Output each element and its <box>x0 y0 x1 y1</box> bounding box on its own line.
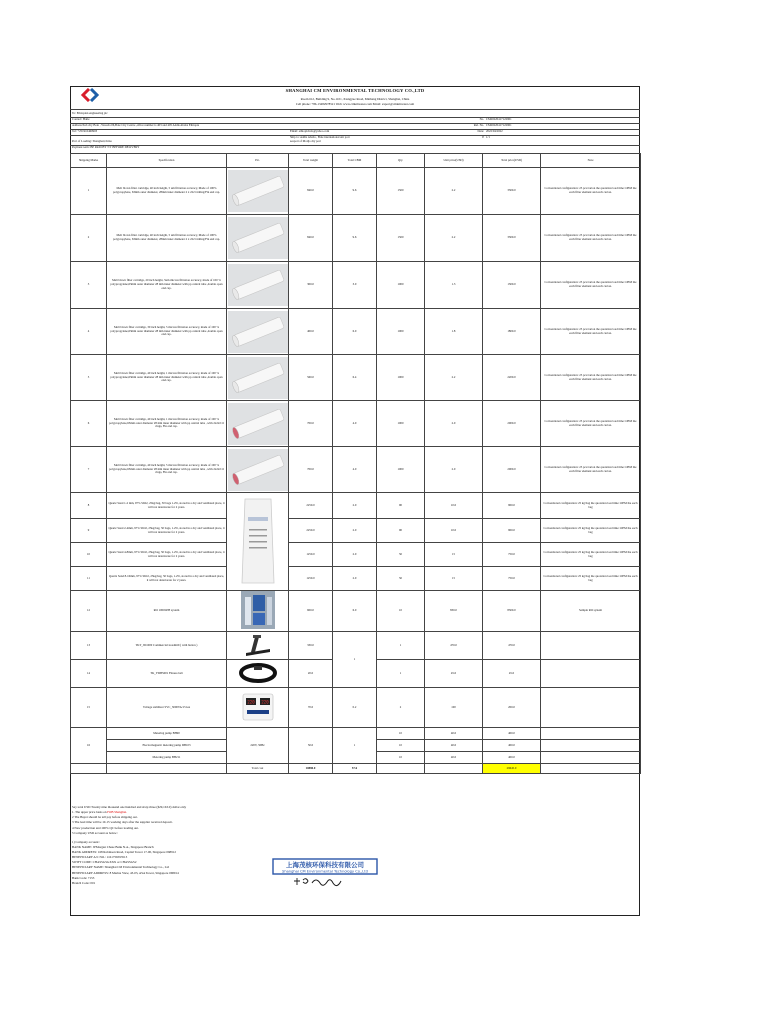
weight-cell: 840.0 <box>289 168 333 215</box>
qty-cell: 1000 <box>377 401 425 447</box>
total-price-cell: 400.0 <box>483 739 541 751</box>
cbm-cell: 2.0 <box>333 493 377 519</box>
beneficiary-account: BENEFICIARY A/C NO.: 1161756593513 <box>72 855 128 860</box>
treadmill-icon <box>243 633 273 657</box>
total-row <box>71 763 641 773</box>
specification-cell: Melt blown filter cartridge, 40 inch height, 5 um filtration accuracy, Made of 100% polypropylene, 63mm outer diameter, 28mm inner diameter 2 x 222 O-Ring/Fin end cap. <box>107 215 227 262</box>
specification-cell: Voltage stabilizer SVC_3000VA/15 kA <box>107 687 227 727</box>
info-payment: Payment term: BE PAID BY T/T BEFORE DELIVERY <box>72 145 140 149</box>
header-qty: Qty. <box>377 154 425 168</box>
pic-cell: 220V, 50Hz <box>227 727 289 763</box>
note-cell <box>541 739 641 751</box>
specification-cell: Melt blown filter cartridge, 40 inch height, 5 um filtration accuracy, Made of 100% polypropylene, 63mm outer diameter, 28mm inner diameter 2 x 222 O-Ring/Fin end cap. <box>107 168 227 215</box>
note-cell: Conventional configuration: 25 pcs/carton the quotation load time: OEM the each filter element and each carton. <box>541 262 641 309</box>
unit-price-cell: 2.2 <box>425 355 483 401</box>
specification-cell: RO 1000LPH system <box>107 591 227 631</box>
specification-cell: Melt blown filter cartridge, 40 inch height, 1 micron filtration accuracy, made of 100 % polypropylene,63mm outer diameter 28 mm inner diameter with pp central tube ,double open end cap. <box>107 355 227 401</box>
cbm-cell: 4.0 <box>333 401 377 447</box>
filter-cartridge-icon <box>228 403 288 445</box>
beneficiary-name: BENEFICIARY NAME: Shanghai CM Environmental Technology Co., Ltd <box>72 865 170 870</box>
company-contact: Cell phone: +86-13482978521 Web: www.cmkmwater.com Email: export@cmkmwater.com <box>295 102 415 106</box>
note-cell: Conventional configuration: 25 pcs/carton the quotation load time: OEM the each filter element and each carton. <box>541 401 641 447</box>
grand-total: 29645.0 <box>483 763 541 773</box>
cbm-cell: 9.6 <box>333 215 377 262</box>
unit-price-cell: 10.0 <box>425 519 483 543</box>
header-total-weight: Total weight <box>289 154 333 168</box>
table-row <box>71 355 641 401</box>
say-total: Say total USD Twenty nine thousand one hundred and sixty-three ($29,163.0) dollar only <box>72 805 187 809</box>
total-price-cell: 900.0 <box>483 519 541 543</box>
header-shipping-marks: Shipping Marks <box>71 154 107 168</box>
shipping-mark-cell: 13 <box>71 631 107 659</box>
shipping-mark-cell: 12 <box>71 591 107 631</box>
qty-cell: 1 <box>377 659 425 687</box>
company-name: SHANGHAI CM ENVIRONMENTAL TECHNOLOGY CO.,LTD <box>285 88 425 93</box>
shipping-mark-cell: 1 <box>71 168 107 215</box>
no-label: No. <box>479 117 484 121</box>
total-price-cell: 470.0 <box>483 631 541 659</box>
pic-cell <box>227 631 289 659</box>
term-1-basis: FOB Shanghai. <box>107 810 127 815</box>
unit-price-cell: 2.0 <box>425 401 483 447</box>
total-price-cell: 400.0 <box>483 727 541 739</box>
weight-cell: 20.0 <box>289 659 333 687</box>
header-pic: Pic. <box>227 154 289 168</box>
unit-price-cell: 2.2 <box>425 215 483 262</box>
info-ship-to-2: seaport of Modjo dry port <box>290 139 321 143</box>
qty-cell: 1000 <box>377 355 425 401</box>
shipping-mark-cell: 10 <box>71 543 107 567</box>
specification-cell: Quartz Sand 4-8mm, 97% SIO2, 25kg/bag, 50 bags, 1.25t, stored in a dry and ventilated place, it will not deteriorate for 2 years. <box>107 543 227 567</box>
svg-text:220: 220 <box>260 699 269 705</box>
note-cell <box>541 687 641 727</box>
page-label: P <box>482 135 484 139</box>
info-email: Email: ethioplcinfo@yahoo.com <box>290 129 330 133</box>
term-5: 5 Company USD account as below: <box>72 830 118 835</box>
filter-cartridge-icon <box>228 357 288 399</box>
table-row <box>71 631 641 659</box>
date-value: 2022/04/2022 <box>486 129 503 133</box>
cbm-cell: 4.0 <box>333 447 377 493</box>
note-cell: Conventional configuration: 25 pcs/carton the quotation load time: OEM the each filter element and each carton. <box>541 215 641 262</box>
note-cell: Conventional configuration: 25 kg/bag the quotation load time: OEM the each bag <box>541 567 641 591</box>
weight-cell: 300.0 <box>289 262 333 309</box>
divider <box>70 117 640 118</box>
weight-cell: 700.0 <box>289 447 333 493</box>
specification-cell: Metering pump BH211 <box>107 751 227 763</box>
specification-cell: Quartz Sand 8-16mm, 97% SIO2, 25kg/bag, 50 bags, 1.25t, stored in a dry and ventilated place, it will not deteriorate for 2 years. <box>107 567 227 591</box>
total-price-cell: 750.0 <box>483 543 541 567</box>
term-1: 1. The upper price basis on FOB Shanghai. <box>72 810 127 815</box>
total-price-cell: 900.0 <box>483 493 541 519</box>
weight-cell: 50.0 <box>289 727 333 763</box>
info-port-loading: Port of Loading: Shanghai,China <box>72 139 112 143</box>
table-row <box>71 215 641 262</box>
pic-cell <box>227 687 289 727</box>
pic-cell <box>227 355 289 401</box>
total-price-cell: 2000.0 <box>483 447 541 493</box>
bank-address: BANK ADDRESS: 168 Robinson Road, Capital Tower 17-00, Singapore 068912 <box>72 850 176 854</box>
note-cell <box>541 659 641 687</box>
specification-cell: TK_YDBS001 Fitness belt <box>107 659 227 687</box>
header-total-price: Total price(USD) <box>483 154 541 168</box>
header-unit-price: Unit price(USD) <box>425 154 483 168</box>
table-header-row <box>71 154 641 168</box>
note-cell: Conventional configuration: 25 pcs/carton the quotation load time: OEM the each filter element and each carton. <box>541 309 641 355</box>
info-address: Address:Sub city Bole , Woreda 06,Bole City Centre ,office number is 403 and 405 Addis Ababa Ethiopia <box>72 123 200 127</box>
total-price-cell: 2000.0 <box>483 401 541 447</box>
term-3: 3 The lead time will be 10-15 working days after the supplier received deposit. <box>72 820 173 825</box>
filter-cartridge-icon <box>228 311 288 353</box>
note-cell <box>541 631 641 659</box>
table-row <box>71 727 641 739</box>
shipping-mark-cell: 2 <box>71 215 107 262</box>
total-price-cell: 3300.0 <box>483 168 541 215</box>
qty-cell: 10 <box>377 727 425 739</box>
qty-cell: 1000 <box>377 262 425 309</box>
weight-cell: 700.0 <box>289 401 333 447</box>
info-ship-to: Ship to: Addis Ababa , Bole international Air port <box>290 135 350 139</box>
cbm-cell: 9.6 <box>333 168 377 215</box>
unit-price-cell: 40.0 <box>425 751 483 763</box>
pic-cell <box>227 309 289 355</box>
total-weight: 10880.0 <box>289 763 333 773</box>
note-cell: Sample RO system <box>541 591 641 631</box>
specification-cell: Metering pump BH90 <box>107 727 227 739</box>
unit-price-cell: 15 <box>425 543 483 567</box>
info-to: To: Ethiopian engineering plc <box>72 111 108 115</box>
divider <box>70 129 640 130</box>
pic-cell <box>227 168 289 215</box>
qty-cell: 1000 <box>377 309 425 355</box>
weight-cell: 400.0 <box>289 309 333 355</box>
cbm-cell: 0.2 <box>333 687 377 727</box>
ro-system-icon <box>241 591 275 629</box>
beneficiary-address: BENEFICIARY ADDRESS: 8 Marina View, 43-03, ASA Tower, Singapore 068914 <box>72 870 179 875</box>
qty-cell: 10 <box>377 739 425 751</box>
info-contact: Contact: Haile <box>72 117 90 121</box>
swift-code: SWIFT CODE: CHASSGSGXXX or CHASSGS2 <box>72 860 137 865</box>
table-row <box>71 687 641 727</box>
cbm-cell: 6.0 <box>333 591 377 631</box>
no-value: CM20220417122901 <box>486 117 512 121</box>
bank-name: BANK NAME: JPMorgan Chase Bank N.A., Singapore Branch <box>72 844 154 849</box>
total-cbm: 57.6 <box>333 763 377 773</box>
shipping-mark-cell: 6 <box>71 401 107 447</box>
weight-cell: 2250.0 <box>289 519 333 543</box>
unit-price-cell: 15 <box>425 567 483 591</box>
table-row <box>71 262 641 309</box>
cbm-cell: 2.0 <box>333 567 377 591</box>
page-value: 1/1 <box>486 135 490 139</box>
qty-cell: 1 <box>377 631 425 659</box>
pic-cell <box>227 401 289 447</box>
account-title: 1) Company account : <box>72 839 101 844</box>
weight-cell: 2250.0 <box>289 493 333 519</box>
pic-cell <box>227 215 289 262</box>
filter-cartridge-icon <box>228 217 288 259</box>
unit-price-cell: 2.2 <box>425 168 483 215</box>
pic-cell <box>227 659 289 687</box>
stamp-subtext: Shanghai CM Environmental Technology Co.,Ltd <box>282 869 368 874</box>
weight-cell: 1250.0 <box>289 543 333 567</box>
quartz-sand-bag-icon <box>239 493 277 589</box>
cbm-cell: 3.0 <box>333 262 377 309</box>
info-tel: Tel: +251910460903 <box>72 129 98 133</box>
company-stamp-icon <box>272 858 378 892</box>
table-row <box>71 493 641 519</box>
table-row <box>71 309 641 355</box>
voltage-stabilizer-icon <box>241 690 275 724</box>
total-price-cell: 8300.0 <box>483 591 541 631</box>
total-price-cell: 3300.0 <box>483 215 541 262</box>
quotation-table <box>70 153 641 774</box>
cbm-cell: 1 <box>333 631 377 687</box>
cbm-cell: 6.4 <box>333 355 377 401</box>
total-price-cell: 2200.0 <box>483 355 541 401</box>
filter-cartridge-icon <box>228 264 288 306</box>
qty-cell: 50 <box>377 567 425 591</box>
shipping-mark-cell: 7 <box>71 447 107 493</box>
ref-value: CM20220417122901 <box>486 123 512 127</box>
pic-cell <box>227 262 289 309</box>
specification-cell: Quartz Sand 2-4mm, 97% SIO2, 25kg/bag, 50 bags, 1.25t, stored in a dry and ventilated place, it will not deteriorate for 2 years. <box>107 519 227 543</box>
cbm-cell: 2.0 <box>333 543 377 567</box>
weight-cell: 1250.0 <box>289 567 333 591</box>
specification-cell: Melt blown filter cartridge, 30 inch height, 5 micron filtration accuracy, made of 100 % polypropylene,63mm outer diameter 28 mm inner diameter with pp central tube ,double open end cap. <box>107 309 227 355</box>
shipping-mark-cell: 3 <box>71 262 107 309</box>
qty-cell: 1000 <box>377 447 425 493</box>
header-specification: Specification <box>107 154 227 168</box>
header-note: Note <box>541 154 641 168</box>
qty-cell: 90 <box>377 493 425 519</box>
total-price-cell: 45.0 <box>483 659 541 687</box>
qty-cell: 1500 <box>377 168 425 215</box>
shipping-mark-cell: 4 <box>71 309 107 355</box>
note-cell: Conventional configuration: 25 kg/bag the quotation load time: OEM the each bag <box>541 543 641 567</box>
branch-code: Branch Code: 001 <box>72 880 96 885</box>
term-2: 2 The Buyer should be tell pay before shipping out. <box>72 815 138 820</box>
total-price-cell: 1300.0 <box>483 262 541 309</box>
filter-cartridge-icon <box>228 170 288 212</box>
table-row <box>71 168 641 215</box>
unit-price-cell: 1.3 <box>425 262 483 309</box>
qty-cell: 50 <box>377 543 425 567</box>
fitness-belt-icon <box>239 662 277 684</box>
term-4: 4 New production and 100% QC before loading out. <box>72 825 139 830</box>
table-row <box>71 519 641 543</box>
shipping-mark-cell: 14 <box>71 659 107 687</box>
note-cell <box>541 751 641 763</box>
company-address: Room 612, Building 9, No.1101, Xiangyue Road, Minhang District, Shanghai, China <box>300 97 410 101</box>
pic-cell <box>227 591 289 631</box>
note-cell: Conventional configuration: 25 pcs/carton the quotation load time: OEM the each filter element and each carton. <box>541 447 641 493</box>
svg-text:220: 220 <box>246 699 255 705</box>
unit-price-cell: 830.0 <box>425 591 483 631</box>
specification-cell: Melt blown filter cartridge, 20 inch height, 5um micron filtration accuracy, made of 100 % polypropylene,63mm outer diameter 28 mm inner diameter with pp central tube ,double open end cap. <box>107 262 227 309</box>
weight-cell: 560.0 <box>289 355 333 401</box>
note-cell <box>541 727 641 739</box>
unit-price-cell: 100 <box>425 687 483 727</box>
weight-cell: 70.0 <box>289 687 333 727</box>
qty-cell: 90 <box>377 519 425 543</box>
specification-cell: Electromagnetic metering pump DB103 <box>107 739 227 751</box>
specification-cell: Quartz Sand 1-2 mm, 97% SIO2, 25kg/bag, 50 bags 1.25t, stored in a dry and ventilated place, it will not deteriorate for 2 years. <box>107 493 227 519</box>
date-label: Date: <box>477 129 484 133</box>
shipping-mark-cell: 11 <box>71 567 107 591</box>
qty-cell: 2 <box>377 687 425 727</box>
filter-cartridge-icon <box>228 449 288 491</box>
total-price-cell: 1800.0 <box>483 309 541 355</box>
shipping-mark-cell: 5 <box>71 355 107 401</box>
cbm-cell: 1 <box>333 727 377 763</box>
cbm-cell: 2.0 <box>333 519 377 543</box>
specification-cell: Melt blown filter cartridge, 40 inch height, 5 micron filtration accuracy, made of 100 % polypropylene,63mm outer diameter 28 mm inner diameter with pp central tube , with 2x222 O rings, Fin end cap. <box>107 447 227 493</box>
unit-price-cell: 45.0 <box>425 659 483 687</box>
qty-cell: 1500 <box>377 215 425 262</box>
pic-cell <box>227 447 289 493</box>
pic-cell <box>227 493 289 591</box>
note-cell: Conventional configuration: 25 kg/bag the quotation load time: OEM the each bag <box>541 493 641 519</box>
unit-price-cell: 40.0 <box>425 739 483 751</box>
qty-cell: 10 <box>377 591 425 631</box>
total-label: Total cost <box>227 763 289 773</box>
shipping-mark-cell: 9 <box>71 519 107 543</box>
unit-price-cell: 40.0 <box>425 727 483 739</box>
table-row <box>71 543 641 567</box>
header-total-cbm: Total CBM <box>333 154 377 168</box>
divider <box>70 109 640 110</box>
weight-cell: 330.0 <box>289 631 333 659</box>
shipping-mark-cell: 8 <box>71 493 107 519</box>
specification-cell: TKT_JD1000 Commercial treadmill ( with button ) <box>107 631 227 659</box>
unit-price-cell: 10.0 <box>425 493 483 519</box>
shipping-mark-cell: 15 <box>71 687 107 727</box>
note-cell: Conventional configuration: 25 kg/bag the quotation load time: OEM the each bag <box>541 519 641 543</box>
ref-label: Ref. No. <box>473 123 484 127</box>
note-cell: Conventional configuration: 25 pcs/carton the quotation load time: OEM the each filter element and each carton. <box>541 355 641 401</box>
unit-price-cell: 1.8 <box>425 309 483 355</box>
specification-cell: Melt blown filter cartridge, 40 inch height, 1 micron filtration accuracy, made of 100 % polypropylene,63mm outer diameter 28 mm inner diameter with pp central tube , with 2x222 O rings, Fin end cap. <box>107 401 227 447</box>
note-cell: Conventional configuration: 25 pcs/carton the quotation load time: OEM the each filter element and each carton. <box>541 168 641 215</box>
shipping-mark-cell: 16 <box>71 727 107 763</box>
table-row <box>71 591 641 631</box>
stamp-text: 上海茂核环保科技有限公司 <box>286 861 364 869</box>
unit-price-cell: 470.0 <box>425 631 483 659</box>
cbm-cell: 6.0 <box>333 309 377 355</box>
qty-cell: 10 <box>377 751 425 763</box>
table-row <box>71 567 641 591</box>
weight-cell: 840.0 <box>289 215 333 262</box>
bank-code: Bank Code: 7153 <box>72 875 95 880</box>
divider <box>70 145 640 146</box>
total-price-cell: 400.0 <box>483 751 541 763</box>
divider <box>70 135 640 136</box>
table-row <box>71 447 641 493</box>
table-row <box>71 401 641 447</box>
total-price-cell: 200.0 <box>483 687 541 727</box>
weight-cell: 600.0 <box>289 591 333 631</box>
total-price-cell: 750.0 <box>483 567 541 591</box>
unit-price-cell: 2.0 <box>425 447 483 493</box>
